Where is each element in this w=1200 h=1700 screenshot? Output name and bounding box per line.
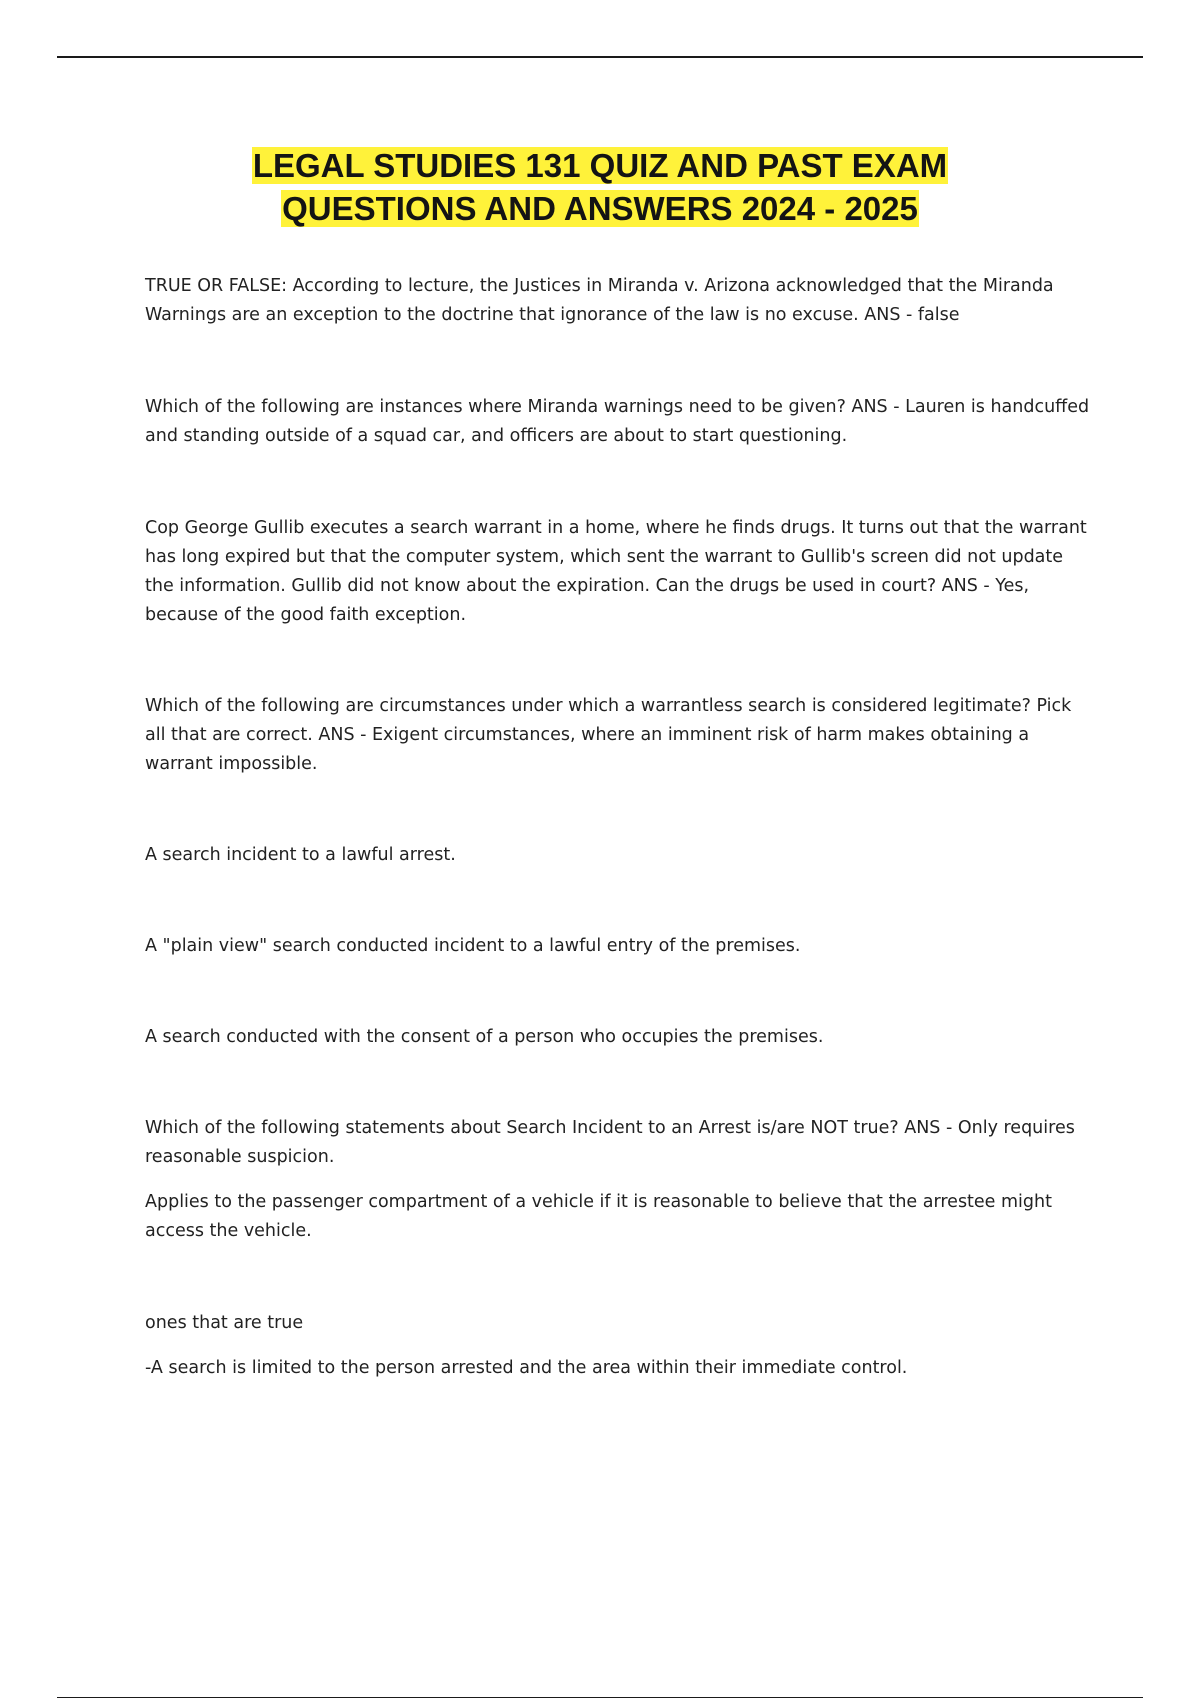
title-line-1: LEGAL STUDIES 131 QUIZ AND PAST EXAM <box>252 147 948 184</box>
title-line-2: QUESTIONS AND ANSWERS 2024 - 2025 <box>282 190 918 227</box>
paragraph-7: A search conducted with the consent of a person who occupies the premises. <box>145 1027 824 1047</box>
document-title <box>0 144 1200 230</box>
paragraph-2: Which of the following are instances where Miranda warnings need to be given? ANS - Lauren is handcuffed and standing outside of a squad car, and officers are about to start questioning. <box>145 397 1090 446</box>
bottom-rule <box>57 1697 1143 1698</box>
paragraph-3: Cop George Gullib executes a search warrant in a home, where he finds drugs. It turns out that the warrant has long expired but that the computer system, which sent the warrant to Gullib's screen did not update the information. Gullib did not know about the expiration. Can the drugs be used in court? ANS - Yes, because of the good faith exception. <box>145 518 1087 625</box>
paragraph-9: Applies to the passenger compartment of a vehicle if it is reasonable to believe that the arrestee might access the vehicle. <box>145 1192 1052 1241</box>
paragraph-4: Which of the following are circumstances under which a warrantless search is considered legitimate? Pick all that are correct. ANS - Exigent circumstances, where an imminent risk of harm makes obtaining a warrant impossible. <box>145 696 1072 774</box>
paragraph-1: TRUE OR FALSE: According to lecture, the Justices in Miranda v. Arizona acknowledged that the Miranda Warnings are an exception to the doctrine that ignorance of the law is no excuse. ANS - false <box>145 276 1054 325</box>
paragraph-6: A "plain view" search conducted incident to a lawful entry of the premises. <box>145 936 801 956</box>
paragraph-8: Which of the following statements about Search Incident to an Arrest is/are NOT true? ANS - Only requires reasonable suspicion. <box>145 1118 1075 1167</box>
paragraph-10: ones that are true <box>145 1313 304 1333</box>
paragraph-11: -A search is limited to the person arrested and the area within their immediate control. <box>145 1358 908 1378</box>
paragraph-5: A search incident to a lawful arrest. <box>145 845 456 865</box>
top-rule <box>57 56 1143 58</box>
